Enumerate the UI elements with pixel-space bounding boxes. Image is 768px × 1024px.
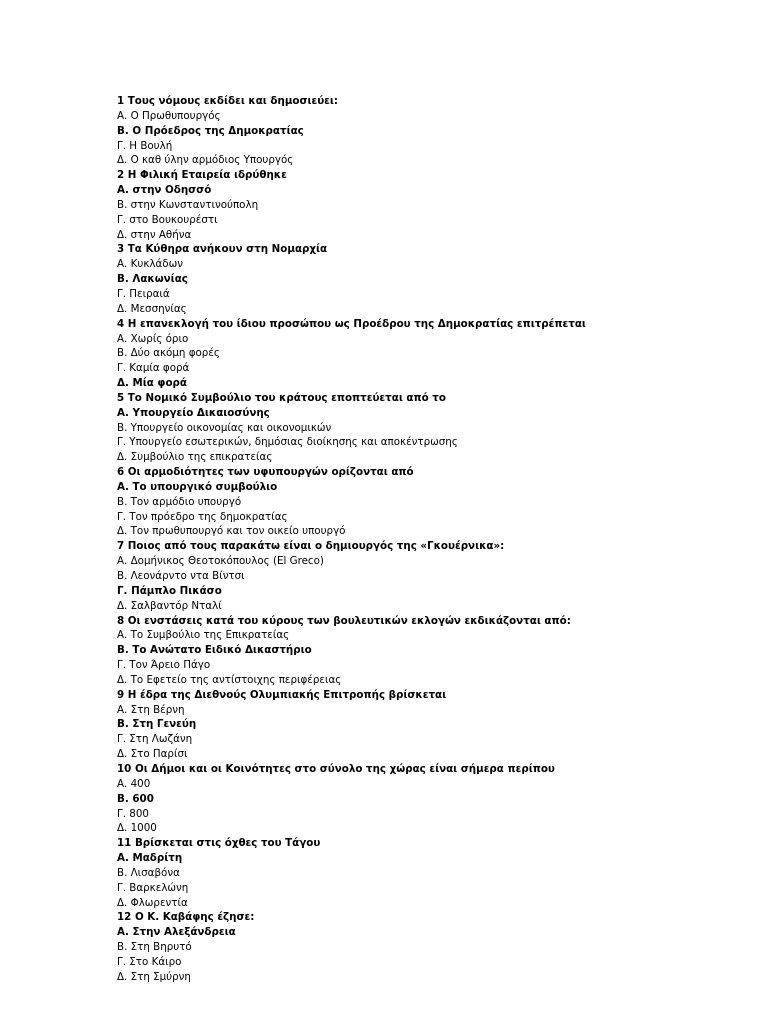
question-number: 10: [117, 762, 132, 775]
answer-option: [117, 228, 737, 243]
answer-option: [117, 881, 737, 896]
option-letter: Γ.: [117, 659, 127, 672]
answer-option: [117, 569, 737, 584]
answer-option: [117, 524, 737, 539]
option-text: Στη Βέρνη: [130, 703, 185, 716]
option-text: Το Ανώτατο Ειδικό Δικαστήριο: [132, 644, 312, 657]
question-block: [117, 539, 737, 613]
answer-option: [117, 450, 737, 465]
answer-option: [117, 955, 737, 970]
answer-option: [117, 287, 737, 302]
question-line: [117, 614, 737, 629]
answer-option-correct: [117, 124, 737, 139]
answer-option: [117, 346, 737, 361]
option-letter: Β.: [117, 866, 128, 879]
option-text: Στο Παρίσι: [130, 748, 188, 761]
option-text: Δύο ακόμη φορές: [130, 347, 220, 360]
answer-option: [117, 599, 737, 614]
option-text: Συμβούλιο της επικρατείας: [130, 451, 273, 464]
answer-option: [117, 109, 737, 124]
option-letter: Β.: [117, 570, 128, 582]
question-text: Τους νόμους εκδίδει και δημοσιεύει:: [127, 95, 339, 107]
answer-option: [117, 673, 737, 688]
question-text: Οι αρμοδιότητες των υφυπουργών ορίζονται από: [127, 466, 414, 479]
answer-option-correct: [117, 717, 737, 732]
option-text: Λεονάρντο ντα Βίντσι: [130, 570, 245, 582]
option-letter: Δ.: [117, 673, 128, 686]
option-text: Ο Πρόεδρος της Δημοκρατίας: [132, 124, 304, 137]
option-text: Σαλβαντόρ Νταλί: [130, 599, 222, 612]
question-block: [117, 614, 737, 688]
question-number: 12: [117, 911, 132, 924]
question-block: [117, 94, 737, 168]
option-letter: Γ.: [117, 881, 127, 894]
option-text: Ο καθ ύλην αρμόδιος Υπουργός: [130, 154, 294, 167]
option-letter: Α.: [117, 258, 128, 271]
option-letter: Α.: [117, 184, 129, 197]
option-text: Το Εφετείο της αντίστοιχης περιφέρειας: [130, 673, 342, 686]
answer-option-correct: [117, 376, 737, 391]
question-line: [117, 465, 737, 480]
option-text: Υπουργείο εσωτερικών, δημόσιας διοίκησης και αποκέντρωσης: [129, 436, 458, 449]
question-block: [117, 391, 737, 465]
question-block: [117, 836, 737, 910]
question-number: 9: [117, 688, 125, 701]
option-text: Δομήνικος Θεοτοκόπουλος (El Greco): [130, 555, 324, 568]
option-text: Η Βουλή: [129, 139, 173, 152]
question-text: Η Φιλική Εταιρεία ιδρύθηκε: [127, 169, 287, 182]
option-text: Τον Άρειο Πάγο: [129, 659, 211, 672]
option-text: Βαρκελώνη: [129, 881, 189, 894]
question-text: Οι Δήμοι και οι Κοινότητες στο σύνολο της χώρας είναι σήμερα περίπου: [134, 762, 555, 775]
answer-option: [117, 747, 737, 762]
option-letter: Α.: [117, 109, 128, 122]
option-letter: Δ.: [117, 525, 128, 538]
question-text: Η έδρα της Διεθνούς Ολυμπιακής Επιτροπής βρίσκεται: [127, 688, 447, 701]
answer-option: [117, 940, 737, 955]
option-text: Στη Γενεύη: [132, 718, 197, 731]
question-block: [117, 317, 737, 391]
question-text: Βρίσκεται στις όχθες του Τάγου: [134, 837, 321, 850]
option-letter: Α.: [117, 406, 129, 419]
option-letter: Β.: [117, 792, 129, 805]
question-block: [117, 688, 737, 762]
option-letter: Γ.: [117, 807, 127, 820]
answer-option: [117, 435, 737, 450]
option-letter: Γ.: [117, 436, 127, 449]
option-text: Τον πρόεδρο της δημοκρατίας: [129, 510, 288, 523]
option-letter: Α.: [117, 703, 128, 716]
question-line: [117, 836, 737, 851]
option-text: Τον πρωθυπουργό και τον οικείο υπουργό: [130, 525, 346, 538]
option-letter: Β.: [117, 718, 129, 731]
option-letter: Δ.: [117, 748, 128, 761]
option-text: Μαδρίτη: [132, 852, 183, 865]
option-letter: Δ.: [117, 154, 128, 167]
option-text: Λισαβόνα: [130, 866, 180, 879]
question-line: [117, 762, 737, 777]
option-text: Στο Κάιρο: [129, 955, 182, 968]
question-text: Ποιος από τους παρακάτω είναι ο δημιουργός της «Γκουέρνικα»:: [127, 540, 505, 553]
answer-option: [117, 510, 737, 525]
option-text: Φλωρεντία: [130, 896, 188, 909]
question-block: [117, 910, 737, 984]
option-text: Τον αρμόδιο υπουργό: [130, 495, 242, 508]
answer-option: [117, 495, 737, 510]
option-letter: Β.: [117, 124, 129, 137]
option-text: στην Οδησσό: [132, 184, 212, 197]
question-block: [117, 168, 737, 242]
question-number: 7: [117, 540, 125, 553]
option-letter: Α.: [117, 777, 128, 790]
option-text: στην Αθήνα: [130, 228, 192, 241]
answer-option: [117, 302, 737, 317]
option-text: Υπουργείο Δικαιοσύνης: [132, 406, 270, 419]
option-text: 600: [132, 792, 154, 805]
question-number: 11: [117, 837, 132, 850]
answer-option: [117, 970, 737, 985]
option-letter: Δ.: [117, 970, 128, 983]
answer-option: [117, 866, 737, 881]
option-letter: Γ.: [117, 139, 127, 152]
answer-option-correct: [117, 406, 737, 421]
answer-option-correct: [117, 792, 737, 807]
option-text: 800: [129, 807, 149, 820]
option-text: Λακωνίας: [132, 273, 188, 286]
option-text: Κυκλάδων: [130, 258, 183, 271]
option-text: Το υπουργικό συμβούλιο: [132, 480, 278, 493]
answer-option-correct: [117, 925, 737, 940]
option-letter: Δ.: [117, 599, 128, 612]
question-line: [117, 242, 737, 257]
option-text: Στην Αλεξάνδρεια: [132, 926, 236, 939]
question-line: [117, 94, 737, 109]
option-text: Ο Πρωθυπουργός: [130, 109, 221, 122]
answer-option: [117, 658, 737, 673]
answer-option: [117, 213, 737, 228]
answer-option-correct: [117, 272, 737, 287]
option-letter: Γ.: [117, 362, 127, 375]
option-letter: Β.: [117, 347, 128, 360]
question-number: 5: [117, 391, 125, 404]
answer-option: [117, 554, 737, 569]
question-text: Ο Κ. Καβάφης έζησε:: [134, 911, 255, 924]
option-letter: Δ.: [117, 451, 128, 464]
option-letter: Α.: [117, 480, 129, 493]
option-text: στην Κωνσταντινούπολη: [130, 198, 259, 211]
option-letter: Γ.: [117, 733, 127, 746]
question-block: [117, 465, 737, 539]
option-letter: Γ.: [117, 584, 128, 597]
question-number: 3: [117, 243, 125, 256]
answer-option: [117, 807, 737, 822]
option-letter: Α.: [117, 629, 128, 642]
answer-option-correct: [117, 584, 737, 599]
answer-option: [117, 198, 737, 213]
question-line: [117, 539, 737, 554]
question-number: 8: [117, 614, 125, 627]
answer-option: [117, 821, 737, 836]
question-line: [117, 168, 737, 183]
option-letter: Γ.: [117, 213, 127, 226]
option-text: Στη Σμύρνη: [130, 970, 191, 983]
question-number: 1: [117, 95, 125, 107]
option-letter: Δ.: [117, 896, 128, 909]
answer-option: [117, 421, 737, 436]
answer-option: [117, 896, 737, 911]
answer-option: [117, 361, 737, 376]
option-text: 1000: [130, 822, 157, 835]
question-text: Τα Κύθηρα ανήκουν στη Νομαρχία: [127, 243, 328, 256]
option-letter: Β.: [117, 644, 129, 657]
option-letter: Α.: [117, 555, 128, 568]
option-text: Το Συμβούλιο της Επικρατείας: [130, 629, 290, 642]
option-text: Χωρίς όριο: [130, 332, 189, 345]
answer-option: [117, 703, 737, 718]
answer-option-correct: [117, 851, 737, 866]
question-block: [117, 762, 737, 836]
answer-option: [117, 153, 737, 168]
option-text: Καμία φορά: [129, 362, 190, 375]
question-number: 4: [117, 317, 125, 330]
option-letter: Δ.: [117, 228, 128, 241]
quiz-document: [117, 94, 737, 985]
option-letter: Δ.: [117, 377, 129, 390]
question-number: 2: [117, 169, 125, 182]
option-letter: Γ.: [117, 287, 127, 300]
option-text: στο Βουκουρέστι: [129, 213, 218, 226]
option-letter: Β.: [117, 421, 128, 434]
option-letter: Δ.: [117, 302, 128, 315]
answer-option: [117, 732, 737, 747]
question-text: Το Νομικό Συμβούλιο του κράτους εποπτεύεται από το: [127, 391, 446, 404]
option-letter: Α.: [117, 926, 129, 939]
question-text: Οι ενστάσεις κατά του κύρους των βουλευτικών εκλογών εκδικάζονται από:: [127, 614, 571, 627]
question-line: [117, 910, 737, 925]
answer-option-correct: [117, 480, 737, 495]
option-letter: Β.: [117, 198, 128, 211]
option-letter: Δ.: [117, 822, 128, 835]
answer-option: [117, 139, 737, 154]
answer-option: [117, 628, 737, 643]
question-text: Η επανεκλογή του ίδιου προσώπου ως Προέδρου της Δημοκρατίας επιτρέπεται: [127, 317, 586, 330]
option-text: Μεσσηνίας: [130, 302, 187, 315]
option-text: 400: [130, 777, 151, 790]
answer-option-correct: [117, 643, 737, 658]
option-letter: Α.: [117, 852, 129, 865]
answer-option: [117, 777, 737, 792]
option-text: Πειραιά: [129, 287, 170, 300]
option-letter: Β.: [117, 495, 128, 508]
question-number: 6: [117, 466, 125, 479]
option-letter: Β.: [117, 941, 128, 954]
option-letter: Α.: [117, 332, 128, 345]
answer-option: [117, 332, 737, 347]
option-text: Στη Λωζάνη: [129, 733, 193, 746]
option-text: Στη Βηρυτό: [130, 941, 192, 954]
question-block: [117, 242, 737, 316]
answer-option-correct: [117, 183, 737, 198]
answer-option: [117, 257, 737, 272]
question-line: [117, 688, 737, 703]
option-text: Μία φορά: [132, 377, 187, 390]
option-letter: Γ.: [117, 510, 127, 523]
question-line: [117, 391, 737, 406]
question-line: [117, 317, 737, 332]
option-letter: Γ.: [117, 955, 127, 968]
option-letter: Β.: [117, 273, 129, 286]
option-text: Υπουργείο οικονομίας και οικονομικών: [130, 421, 332, 434]
option-text: Πάμπλο Πικάσο: [131, 584, 222, 597]
